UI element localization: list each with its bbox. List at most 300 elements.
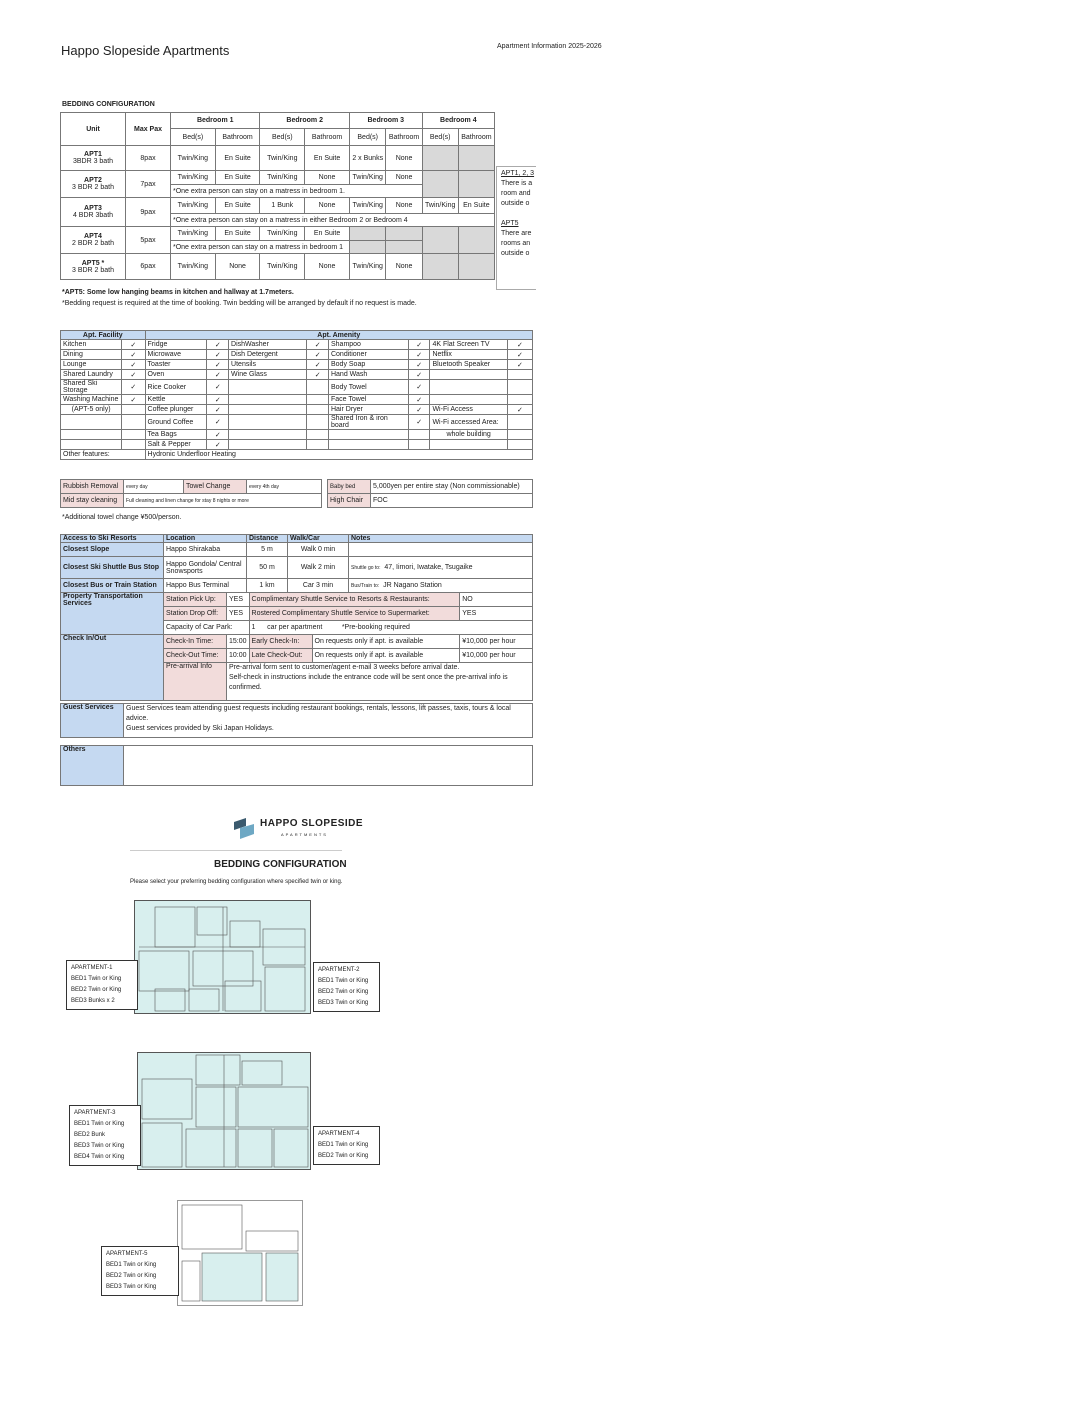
cell-empty bbox=[386, 227, 422, 241]
amenity-cell: DishWasher bbox=[229, 340, 307, 350]
footnote-bedding: *Bedding request is required at the time of booking. Twin bedding will be arranged by default if no request is made. bbox=[62, 300, 417, 307]
amenity-row bbox=[61, 360, 533, 370]
bath-label: Bathroom bbox=[215, 129, 260, 146]
distance-header: Distance bbox=[247, 535, 288, 543]
amenity-cell: Utensils bbox=[229, 360, 307, 370]
check-icon bbox=[507, 380, 532, 395]
bus-note: JR Nagano Station bbox=[383, 582, 442, 589]
cell: Twin/King bbox=[260, 227, 305, 241]
check-icon bbox=[307, 430, 329, 440]
apt-label-line: BED2 Twin or King bbox=[71, 987, 122, 993]
amenity-cell bbox=[229, 415, 307, 430]
apt-label-line: BED1 Twin or King bbox=[106, 1262, 157, 1268]
apt-label-line: BED2 Bunk bbox=[74, 1132, 106, 1138]
cell: En Suite bbox=[305, 146, 350, 171]
side-heading: APT1, 2, 3 bbox=[501, 170, 535, 177]
check-icon: ✓ bbox=[507, 350, 532, 360]
carpark-note: *Pre-booking required bbox=[341, 624, 410, 631]
amenity-cell: Body Soap bbox=[328, 360, 408, 370]
check-icon bbox=[307, 440, 329, 450]
amenity-cell: (APT-5 only) bbox=[61, 405, 122, 415]
amenity-cell: Bluetooth Speaker bbox=[430, 360, 507, 370]
logo-icon bbox=[232, 818, 258, 840]
max-pax: 9pax bbox=[126, 198, 171, 227]
table-row bbox=[61, 198, 495, 214]
check-icon: ✓ bbox=[408, 350, 430, 360]
access-table bbox=[60, 534, 533, 593]
max-pax: 7pax bbox=[126, 171, 171, 198]
cell: Twin/King bbox=[171, 254, 216, 280]
comp-shuttle-label: Complimentary Shuttle Service to Resorts & Restaurants: bbox=[249, 593, 460, 607]
check-icon: ✓ bbox=[408, 380, 430, 395]
unit-name: APT5 * bbox=[81, 259, 105, 267]
cell: None bbox=[386, 198, 422, 214]
midstay-value: Full cleaning and linen change for stay 8 nights or more bbox=[124, 494, 322, 508]
amenity-cell: Oven bbox=[145, 370, 207, 380]
rubbish-value: every day bbox=[124, 480, 184, 494]
apartment-5-label bbox=[101, 1246, 179, 1296]
highchair-label: High Chair bbox=[328, 494, 371, 508]
check-icon: ✓ bbox=[207, 395, 229, 405]
apt-label-line: BED4 Twin or King bbox=[74, 1154, 125, 1160]
cell: Twin/King bbox=[260, 254, 305, 280]
checkin-section-label: Check In/Out bbox=[61, 635, 164, 701]
shuttle-note: 47, Iimori, Iwatake, Tsugaike bbox=[384, 564, 473, 571]
check-icon bbox=[307, 405, 329, 415]
cell: Twin/King bbox=[349, 198, 386, 214]
amenity-row bbox=[61, 350, 533, 360]
check-icon bbox=[507, 440, 532, 450]
location-header: Location bbox=[164, 535, 247, 543]
bus-distance: 1 km bbox=[247, 579, 288, 593]
col-unit: Unit bbox=[61, 113, 126, 146]
apt-label-line: APARTMENT-1 bbox=[71, 965, 113, 971]
walkcar-header: Walk/Car bbox=[288, 535, 349, 543]
footnote-apt5: *APT5: Some low hanging beams in kitchen and hallway at 1.7meters. bbox=[62, 289, 294, 296]
amenity-cell: Salt & Pepper bbox=[145, 440, 207, 450]
amenity-cell: Shared Iron & iron board bbox=[328, 415, 408, 430]
check-icon: ✓ bbox=[122, 350, 145, 360]
cell-empty bbox=[458, 227, 494, 254]
table-row bbox=[61, 227, 495, 241]
apt-label-line: APARTMENT-2 bbox=[318, 967, 360, 973]
amenity-cell bbox=[229, 440, 307, 450]
notes-header: Notes bbox=[349, 535, 533, 543]
amenity-cell bbox=[229, 395, 307, 405]
amenity-cell bbox=[328, 440, 408, 450]
check-icon bbox=[122, 415, 145, 430]
pickup-label: Station Pick Up: bbox=[164, 593, 227, 607]
services-table-right bbox=[327, 479, 533, 508]
amenity-cell: Kettle bbox=[145, 395, 207, 405]
side-text: outside o bbox=[501, 200, 530, 207]
col-bedroom-1: Bedroom 1 bbox=[171, 113, 260, 129]
col-maxpax: Max Pax bbox=[126, 113, 171, 146]
rubbish-label: Rubbish Removal bbox=[61, 480, 124, 494]
amenity-cell bbox=[328, 430, 408, 440]
amenity-cell bbox=[61, 440, 122, 450]
rostered-label: Rostered Complimentary Shuttle Service to Supermarket: bbox=[249, 607, 460, 621]
floorplan-1f bbox=[134, 900, 311, 1014]
babybed-label: Baby bed bbox=[328, 480, 371, 494]
check-icon bbox=[122, 430, 145, 440]
cell-empty bbox=[422, 171, 458, 198]
side-text: outside o bbox=[501, 250, 530, 257]
bed-label: Bed(s) bbox=[260, 129, 305, 146]
bedding-section-title: BEDDING CONFIGURATION bbox=[62, 101, 155, 108]
floorplan-2f bbox=[137, 1052, 311, 1170]
late-checkout-value: On requests only if apt. is available bbox=[312, 649, 460, 663]
logo-subtext: APARTMENTS bbox=[281, 832, 328, 837]
cell: Twin/King bbox=[171, 171, 216, 185]
unit-name: APT2 bbox=[84, 177, 102, 184]
apt-label-line: BED3 Twin or King bbox=[318, 1000, 369, 1006]
check-icon bbox=[307, 415, 329, 430]
amenity-row bbox=[61, 405, 533, 415]
cell: 2 x Bunks bbox=[349, 146, 386, 171]
amenity-cell bbox=[61, 415, 122, 430]
cell: Twin/King bbox=[260, 146, 305, 171]
check-icon: ✓ bbox=[507, 360, 532, 370]
side-note-box bbox=[496, 166, 536, 290]
amenity-cell: Shampoo bbox=[328, 340, 408, 350]
dropoff-label: Station Drop Off: bbox=[164, 607, 227, 621]
amenity-cell: Netflix bbox=[430, 350, 507, 360]
check-icon: ✓ bbox=[207, 440, 229, 450]
amenity-cell: Ground Coffee bbox=[145, 415, 207, 430]
cell: En Suite bbox=[215, 198, 260, 214]
col-bedroom-3: Bedroom 3 bbox=[349, 113, 422, 129]
prearrival-text-2: Self-check in instructions include the entrance code will be sent once the pre-arrival info is confirmed. bbox=[229, 674, 508, 691]
amenity-cell bbox=[430, 440, 507, 450]
amenity-cell: whole building bbox=[430, 430, 507, 440]
check-icon bbox=[408, 430, 430, 440]
prearrival-label: Pre-arrival Info bbox=[164, 663, 227, 701]
apartment-2-label bbox=[313, 962, 380, 1012]
shuttle-mode: Walk 2 min bbox=[288, 557, 349, 579]
amenity-cell: Hair Dryer bbox=[328, 405, 408, 415]
guest-services-text-2: Guest services provided by Ski Japan Holidays. bbox=[126, 725, 274, 732]
checkout-value: 10:00 bbox=[227, 649, 250, 663]
closest-slope-location: Happo Shirakaba bbox=[164, 543, 247, 557]
check-icon: ✓ bbox=[207, 360, 229, 370]
bus-location: Happo Bus Terminal bbox=[164, 579, 247, 593]
early-checkin-price: ¥10,000 per hour bbox=[460, 635, 533, 649]
check-icon: ✓ bbox=[122, 370, 145, 380]
facility-header: Apt. Facility bbox=[61, 331, 146, 340]
check-icon: ✓ bbox=[207, 370, 229, 380]
check-icon bbox=[507, 370, 532, 380]
checkin-value: 15:00 bbox=[227, 635, 250, 649]
apt-label-line: BED1 Twin or King bbox=[74, 1121, 125, 1127]
floorplan-title: BEDDING CONFIGURATION bbox=[214, 859, 347, 870]
cell: None bbox=[386, 171, 422, 185]
apartment-3-label bbox=[69, 1105, 141, 1166]
check-icon: ✓ bbox=[122, 360, 145, 370]
check-icon bbox=[507, 430, 532, 440]
check-icon: ✓ bbox=[207, 380, 229, 395]
check-icon: ✓ bbox=[408, 340, 430, 350]
cell: Twin/King bbox=[171, 227, 216, 241]
others-label: Others bbox=[61, 746, 124, 786]
cell-empty bbox=[349, 241, 386, 254]
check-icon bbox=[507, 415, 532, 430]
divider bbox=[130, 850, 342, 851]
apt-label-line: BED3 Bunks x 2 bbox=[71, 998, 115, 1004]
cell: None bbox=[305, 198, 350, 214]
check-icon: ✓ bbox=[207, 415, 229, 430]
cell: Twin/King bbox=[171, 146, 216, 171]
amenity-header: Apt. Amenity bbox=[145, 331, 532, 340]
amenity-cell: Hand Wash bbox=[328, 370, 408, 380]
col-bedroom-2: Bedroom 2 bbox=[260, 113, 350, 129]
cell: En Suite bbox=[215, 171, 260, 185]
late-checkout-label: Late Check-Out: bbox=[249, 649, 312, 663]
bath-label: Bathroom bbox=[458, 129, 494, 146]
cell: En Suite bbox=[215, 146, 260, 171]
apt-label-line: BED1 Twin or King bbox=[318, 1142, 369, 1148]
others-value bbox=[124, 746, 533, 786]
closest-slope-mode: Walk 0 min bbox=[288, 543, 349, 557]
amenity-cell bbox=[430, 395, 507, 405]
checkin-label: Check-In Time: bbox=[164, 635, 227, 649]
check-icon bbox=[408, 440, 430, 450]
amenity-cell: Microwave bbox=[145, 350, 207, 360]
towel-note: *Additional towel change ¥500/person. bbox=[62, 514, 182, 521]
prearrival-text-1: Pre-arrival form sent to customer/agent e-mail 3 weeks before arrival date. bbox=[229, 664, 460, 671]
amenity-cell: Face Towel bbox=[328, 395, 408, 405]
check-icon bbox=[507, 395, 532, 405]
other-features-value: Hydronic Underfloor Heating bbox=[145, 450, 532, 460]
amenity-cell bbox=[229, 405, 307, 415]
check-icon: ✓ bbox=[122, 380, 145, 395]
bath-label: Bathroom bbox=[386, 129, 422, 146]
check-icon bbox=[307, 395, 329, 405]
transport-table bbox=[60, 592, 533, 701]
comp-shuttle-value: NO bbox=[460, 593, 533, 607]
check-icon: ✓ bbox=[207, 350, 229, 360]
unit-name: APT4 bbox=[84, 233, 102, 240]
check-icon: ✓ bbox=[408, 405, 430, 415]
checkout-label: Check-Out Time: bbox=[164, 649, 227, 663]
check-icon: ✓ bbox=[408, 415, 430, 430]
amenity-cell: Kitchen bbox=[61, 340, 122, 350]
guest-services-table bbox=[60, 703, 533, 738]
early-checkin-label: Early Check-In: bbox=[249, 635, 312, 649]
guest-services-text-1: Guest Services team attending guest requests including restaurant bookings, rentals, lessons, lift passes, taxis, tours & local advice. bbox=[126, 705, 511, 722]
cell-empty bbox=[386, 241, 422, 254]
amenity-cell: Lounge bbox=[61, 360, 122, 370]
check-icon: ✓ bbox=[207, 340, 229, 350]
bath-label: Bathroom bbox=[305, 129, 350, 146]
amenity-cell bbox=[430, 380, 507, 395]
unit-note: *One extra person can stay on a matress in either Bedroom 2 or Bedroom 4 bbox=[171, 214, 495, 227]
babybed-value: 5,000yen per entire stay (Non commissionable) bbox=[371, 480, 533, 494]
amenity-cell: Dish Detergent bbox=[229, 350, 307, 360]
highchair-value: FOC bbox=[371, 494, 533, 508]
check-icon: ✓ bbox=[507, 340, 532, 350]
bus-mode: Car 3 min bbox=[288, 579, 349, 593]
unit-sub: 3 BDR 2 bath bbox=[71, 266, 115, 274]
amenity-cell: Dining bbox=[61, 350, 122, 360]
unit-sub: 3 BDR 2 bath bbox=[71, 184, 115, 191]
carpark-unit: car per apartment bbox=[267, 624, 323, 631]
bedding-table bbox=[60, 112, 495, 280]
cell-empty bbox=[422, 227, 458, 254]
cell: None bbox=[386, 254, 422, 280]
towel-label: Towel Change bbox=[184, 480, 247, 494]
apt-label-line: BED2 Twin or King bbox=[318, 989, 369, 995]
midstay-label: Mid stay cleaning bbox=[61, 494, 124, 508]
cell-empty bbox=[422, 146, 458, 171]
side-text: There are bbox=[501, 230, 532, 237]
max-pax: 6pax bbox=[126, 254, 171, 280]
amenity-cell: Coffee plunger bbox=[145, 405, 207, 415]
unit-name: APT1 bbox=[84, 151, 102, 158]
cell: 1 Bunk bbox=[260, 198, 305, 214]
cell: None bbox=[305, 171, 350, 185]
amenity-cell: Washing Machine bbox=[61, 395, 122, 405]
closest-slope-distance: 5 m bbox=[247, 543, 288, 557]
check-icon: ✓ bbox=[307, 360, 329, 370]
early-checkin-value: On requests only if apt. is available bbox=[312, 635, 460, 649]
cell: None bbox=[386, 146, 422, 171]
amenity-cell: 4K Flat Screen TV bbox=[430, 340, 507, 350]
closest-slope-notes bbox=[349, 543, 533, 557]
unit-sub: 3BDR 3 bath bbox=[72, 158, 114, 165]
cell: None bbox=[215, 254, 260, 280]
check-icon: ✓ bbox=[307, 350, 329, 360]
carpark-label: Capacity of Car Park: bbox=[164, 621, 250, 635]
side-text: rooms an bbox=[501, 240, 531, 247]
other-features-label: Other features: bbox=[61, 450, 146, 460]
logo-text: HAPPO SLOPESIDE bbox=[260, 818, 364, 829]
carpark-value: 1 bbox=[251, 624, 256, 631]
apt-label-line: APARTMENT-3 bbox=[74, 1110, 116, 1116]
check-icon bbox=[122, 405, 145, 415]
table-row bbox=[61, 254, 495, 280]
bus-label: Closest Bus or Train Station bbox=[61, 579, 164, 593]
cell-empty bbox=[458, 171, 494, 198]
cell-empty bbox=[458, 146, 494, 171]
others-table bbox=[60, 745, 533, 786]
check-icon: ✓ bbox=[307, 370, 329, 380]
check-icon: ✓ bbox=[408, 395, 430, 405]
cell: Twin/King bbox=[422, 198, 458, 214]
apt-label-line: BED2 Twin or King bbox=[318, 1153, 369, 1159]
cell: Twin/King bbox=[349, 254, 386, 280]
floorplan-bf bbox=[177, 1200, 303, 1306]
cell: Twin/King bbox=[260, 171, 305, 185]
unit-sub: 4 BDR 3bath bbox=[72, 212, 114, 219]
guest-services-label: Guest Services bbox=[61, 704, 124, 738]
amenity-row bbox=[61, 380, 533, 395]
amenity-row bbox=[61, 395, 533, 405]
cell: En Suite bbox=[215, 227, 260, 241]
document-subtitle: Apartment Information 2025-2026 bbox=[497, 43, 602, 50]
unit-name: APT3 bbox=[84, 205, 102, 212]
shuttle-distance: 50 m bbox=[247, 557, 288, 579]
closest-slope-label: Closest Slope bbox=[61, 543, 164, 557]
dropoff-value: YES bbox=[227, 607, 250, 621]
bed-label: Bed(s) bbox=[422, 129, 458, 146]
amenity-row bbox=[61, 340, 533, 350]
apt-label-line: APARTMENT-4 bbox=[318, 1131, 360, 1137]
amenity-cell: Conditioner bbox=[328, 350, 408, 360]
max-pax: 8pax bbox=[126, 146, 171, 171]
amenity-cell: Body Towel bbox=[328, 380, 408, 395]
cell: Twin/King bbox=[171, 198, 216, 214]
cell: En Suite bbox=[458, 198, 494, 214]
check-icon bbox=[122, 440, 145, 450]
col-bedroom-4: Bedroom 4 bbox=[422, 113, 494, 129]
cell-empty bbox=[458, 254, 494, 280]
amenity-row bbox=[61, 430, 533, 440]
check-icon: ✓ bbox=[207, 430, 229, 440]
amenity-cell: Wi-Fi Access bbox=[430, 405, 507, 415]
apt-label-line: BED3 Twin or King bbox=[106, 1284, 157, 1290]
amenity-cell bbox=[229, 430, 307, 440]
check-icon: ✓ bbox=[122, 340, 145, 350]
apartment-1-label bbox=[66, 960, 138, 1010]
amenity-table bbox=[60, 330, 533, 460]
document-title: Happo Slopeside Apartments bbox=[61, 43, 230, 58]
pickup-value: YES bbox=[227, 593, 250, 607]
apt-label-line: BED1 Twin or King bbox=[71, 976, 122, 982]
side-heading: APT5 bbox=[501, 220, 519, 227]
check-icon: ✓ bbox=[408, 360, 430, 370]
amenity-cell: Fridge bbox=[145, 340, 207, 350]
amenity-cell: Toaster bbox=[145, 360, 207, 370]
amenity-cell bbox=[430, 370, 507, 380]
bed-label: Bed(s) bbox=[171, 129, 216, 146]
cell-empty bbox=[422, 254, 458, 280]
apt-label-line: BED1 Twin or King bbox=[318, 978, 369, 984]
check-icon: ✓ bbox=[122, 395, 145, 405]
cell: None bbox=[305, 254, 350, 280]
shuttle-location: Happo Gondola/ Central Snowsports bbox=[164, 557, 247, 579]
amenity-cell bbox=[229, 380, 307, 395]
cell-empty bbox=[349, 227, 386, 241]
floorplan-instruction: Please select your preferring bedding configuration where specified twin or king. bbox=[130, 879, 343, 885]
bed-label: Bed(s) bbox=[349, 129, 386, 146]
bus-note-label: Bus/Train to: bbox=[351, 583, 380, 589]
check-icon: ✓ bbox=[507, 405, 532, 415]
check-icon: ✓ bbox=[307, 340, 329, 350]
unit-note: *One extra person can stay on a matress in bedroom 1. bbox=[171, 185, 423, 198]
max-pax: 5pax bbox=[126, 227, 171, 254]
amenity-cell: Rice Cooker bbox=[145, 380, 207, 395]
apartment-4-label bbox=[313, 1126, 380, 1165]
check-icon: ✓ bbox=[207, 405, 229, 415]
amenity-cell bbox=[61, 430, 122, 440]
shuttle-label: Closest Ski Shuttle Bus Stop bbox=[61, 557, 164, 579]
unit-sub: 2 BDR 2 bath bbox=[71, 240, 115, 247]
rostered-value: YES bbox=[460, 607, 533, 621]
side-text: There is a bbox=[501, 180, 533, 187]
table-row bbox=[61, 171, 495, 185]
check-icon bbox=[307, 380, 329, 395]
cell: Twin/King bbox=[349, 171, 386, 185]
amenity-cell: Shared Ski Storage bbox=[61, 380, 122, 395]
apt-label-line: BED3 Twin or King bbox=[74, 1143, 125, 1149]
late-checkout-price: ¥10,000 per hour bbox=[460, 649, 533, 663]
amenity-row bbox=[61, 440, 533, 450]
table-row bbox=[61, 146, 495, 171]
amenity-row bbox=[61, 415, 533, 430]
access-header: Access to Ski Resorts bbox=[61, 535, 164, 543]
towel-value: every 4th day bbox=[247, 480, 322, 494]
